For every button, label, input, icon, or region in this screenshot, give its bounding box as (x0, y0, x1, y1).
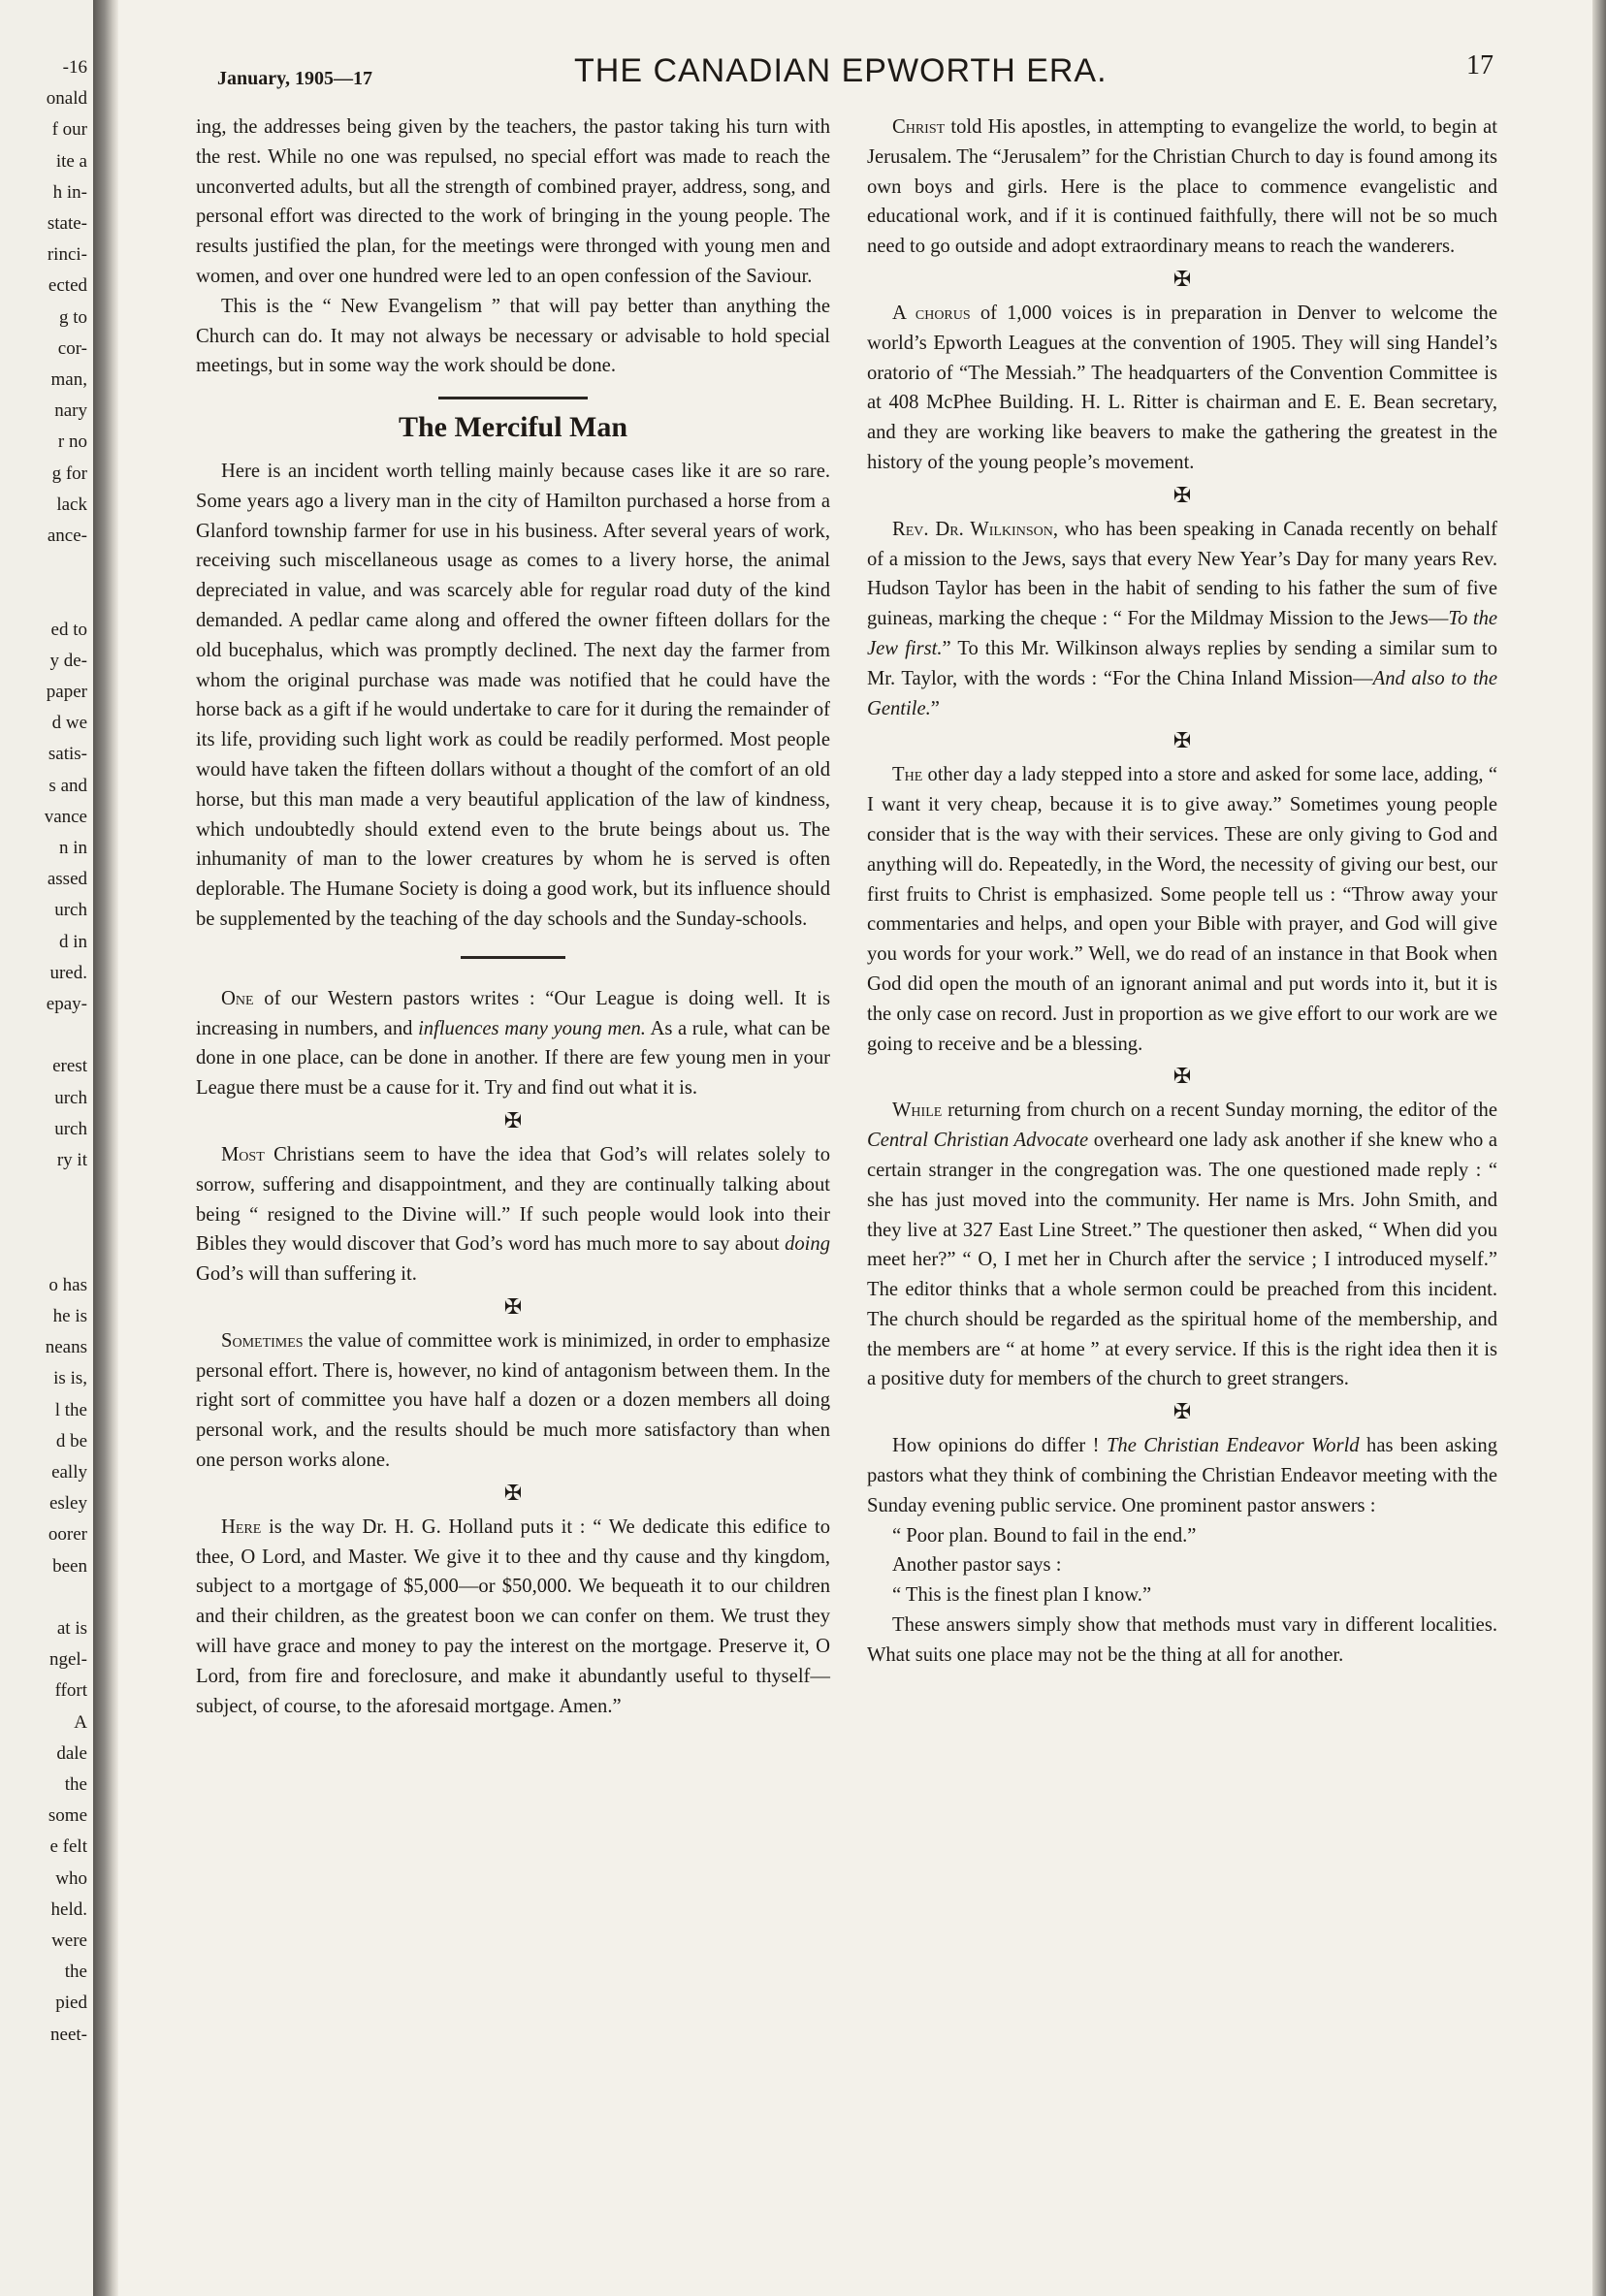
fragment-line: is is, (53, 1368, 87, 1389)
fragment-line: esley (48, 1493, 87, 1515)
running-header (194, 50, 1494, 93)
another-paragraph: Another pastor says : (892, 1554, 1062, 1577)
text-run: ” (930, 697, 940, 719)
fragment-line: onald (46, 88, 87, 110)
text-run: has been asking pastors what they think of combining the Christian Endeavor meeting with the Sunday evening public service. One prominent pastor answers : (867, 1435, 1497, 1516)
emphasis-text: To the Jew first. (867, 608, 1498, 659)
fragment-line: the (64, 1774, 87, 1795)
facing-page-fragment (0, 0, 93, 2296)
fragment-line: assed (47, 869, 87, 890)
fragment-line: ected (48, 275, 87, 297)
emphasis-text: The Christian Endeavor World (1106, 1435, 1360, 1457)
fragment-line: n in (58, 838, 87, 858)
fragment-line: erest (52, 1056, 87, 1077)
intro-paragraph: ing, the addresses being given by the teachers, the pastor taking his turn with the rest. While no one was repulsed, no special effort was made to reach the unconverted adults, but all the strength of combined prayer, address, song, and personal effort was directed to the work of bringing in the young people. The results justified the plan, for the meetings were thronged with young men and women, and over one hundred were led to an open confession of the Saviour. (196, 116, 830, 287)
page-edge-shadow (1592, 0, 1606, 2296)
lead-word: Here (221, 1515, 262, 1538)
fragment-line: nary (54, 400, 87, 422)
opinions-paragraph (867, 1431, 1497, 1520)
fragment-line: ry it (56, 1150, 87, 1170)
fragment-line: held. (50, 1898, 87, 1920)
holland-paragraph (196, 1513, 830, 1722)
text-run: is the way Dr. H. G. Holland puts it : “ We dedicate this edifice to thee, O Lord, and Master. We give it to thee and thy cause and thy kingdom, subject to a mortgage of $5,000—or $50,000. We bequeath it to our children and their children, as the greatest boon we can confer on them. We trust they will have grace and money to pay the interest on the mortgage. Preserve it, O Lord, from fire and foreclosure, and make it abundantly useful to thyself—subject, of course, to the aforesaid mortgage. Amen.” (196, 1515, 830, 1717)
header-date: January, 1905—17 (217, 68, 373, 89)
fragment-line: e felt (49, 1836, 87, 1858)
quote-paragraph: “ This is the finest plan I know.” (892, 1584, 1152, 1607)
fragment-line: at is (56, 1618, 87, 1639)
quote-paragraph: “ Poor plan. Bound to fail in the end.” (892, 1524, 1197, 1547)
lace-paragraph (867, 760, 1497, 1059)
emphasis-text: influences many young men. (418, 1017, 646, 1039)
fragment-line: d in (58, 931, 87, 952)
fragment-line: ite a (55, 150, 87, 172)
fragment-line: man, (50, 369, 87, 390)
lead-word: Rev. Dr. Wilkinson, (892, 518, 1058, 540)
fragment-line: y de- (49, 650, 87, 671)
lead-word: The (892, 764, 923, 786)
lead-word: Christ (892, 116, 946, 138)
fragment-line: were (51, 1930, 87, 1951)
committee-work-paragraph (196, 1326, 830, 1476)
fragment-line: urch (54, 1118, 87, 1139)
fragment-line: paper (46, 682, 87, 702)
section-rule (461, 956, 565, 959)
text-run: As a rule, what can be done in one place, can be done in another. If there are few young men in your League there must be a cause for it. Try and find out what it is. (196, 1017, 830, 1100)
fragment-line: d be (55, 1430, 87, 1451)
fragment-line: he is (52, 1306, 87, 1326)
fragment-line: ured. (49, 962, 87, 983)
text-run: returning from church on a recent Sunday morning, the editor of the (942, 1100, 1497, 1122)
fragment-line: state- (47, 213, 87, 234)
fragment-line: lack (56, 494, 87, 515)
emphasis-text: And also to the Gentile. (867, 667, 1497, 719)
fragment-line: A (74, 1711, 87, 1733)
lead-word: A chorus (892, 302, 971, 324)
fragment-line: rinci- (47, 244, 87, 266)
fragment-line: f our (51, 119, 87, 141)
book-spine-shadow (93, 0, 118, 2296)
text-run: How opinions do differ ! (892, 1435, 1107, 1457)
fragment-line: o has (48, 1274, 87, 1295)
cross-ornament-icon: ✠ (1172, 728, 1192, 753)
lead-word: While (892, 1100, 943, 1122)
fragment-line: neet- (50, 2024, 87, 2045)
fragment-line: ngel- (48, 1649, 87, 1671)
fragment-line: l the (54, 1399, 87, 1420)
fragment-line: dale (56, 1742, 87, 1764)
fragment-line: r no (57, 431, 87, 453)
cross-ornament-icon: ✠ (1172, 482, 1192, 507)
fragment-line: d we (51, 713, 87, 734)
fragment-line: pied (55, 1993, 87, 2014)
fragment-line: urch (54, 1087, 87, 1108)
lead-word: One (221, 987, 254, 1009)
wilkinson-paragraph (867, 515, 1497, 724)
lead-word: Sometimes (221, 1329, 304, 1352)
fragment-line: s and (48, 775, 87, 796)
fragment-line: -16 (62, 57, 87, 78)
emphasis-text: doing (785, 1233, 830, 1256)
text-run: other day a lady stepped into a store and asked for some lace, adding, “ I want it very cheap, because it is to give away.” Sometimes young people consider that is the way with their services. These are only giving to God and anything will do. Repeatedly, in the Word, the necessity of giving our best, our first fruits to Christ is emphasized. Some people tell us : “Throw away your commentaries and helps, and open your Bible with prayer, and God will give you words for your work.” Well, we do read of an instance in that Book when God did open the mouth of an ignorant animal and put words into it, but it is the only case on record. Just in proportion as we give effort to our work are we going to receive and be a blessing. (867, 764, 1497, 1055)
fragment-line: urch (54, 900, 87, 921)
fragment-line: satis- (48, 744, 87, 765)
text-run: of 1,000 voices is in preparation in Denver to welcome the world’s Epworth Leagues at the convention of 1905. They will sing Handel’s oratorio of “The Messiah.” The headquarters of the Convention Committee is at 408 McPhee Building. H. L. Ritter is chairman and E. E. Bean secretary, and they are working like beavers to make the gathering the greatest in the history of the young people’s movement. (867, 302, 1497, 473)
text-run: the value of committee work is minimized, in order to emphasize personal effort. There is, however, no kind of antagonism between them. In the right sort of committee you have half a dozen or a dozen members all doing personal work, and the results should be much more satisfactory than when one person works alone. (196, 1329, 830, 1472)
text-run: overheard one lady ask another if she knew who a certain stranger in the congregation was. The one questioned made reply : “ she has just moved into the community. Her name is Mrs. John Smith, and they live at 327 East Line Street.” The questioner then asked, “ When did you meet her?” “ O, I met her in Church after the service ; I introduced myself.” The editor thinks that a whole sermon could be preached from this incident. The church should be regarded as the spiritual home of the membership, and the members are “ at home ” at every service. If this is the right idea then it is a positive duty for members of the church to greet strangers. (867, 1130, 1497, 1390)
magazine-title: THE CANADIAN EPWORTH ERA. (574, 52, 1108, 89)
lead-word: Most (221, 1143, 265, 1165)
cross-ornament-icon: ✠ (503, 1293, 523, 1319)
fragment-line: vance (44, 806, 87, 827)
text-run: Christians seem to have the idea that God’s will relates solely to sorrow, suffering and disappointment, and they are continually talking about being “ resigned to the Divine will.” If such people would look into their Bibles they would discover that God’s word has much more to say about (196, 1143, 830, 1256)
fragment-line: eally (51, 1462, 87, 1483)
conclusion-paragraph: These answers simply show that methods must vary in different localities. What suits one place may not be the thing at all for another. (867, 1614, 1497, 1666)
fragment-line: ffort (54, 1680, 87, 1702)
fragment-line: who (55, 1867, 87, 1889)
cross-ornament-icon: ✠ (503, 1107, 523, 1132)
fragment-line: some (48, 1805, 87, 1827)
gods-will-paragraph (196, 1140, 830, 1290)
text-run: who has been speaking in Canada recently on behalf of a mission to the Jews, says that every New Year’s Day for many years Rev. Hudson Taylor has been in the habit of sending to his father the sum of five guineas, marking the cheque : “ For the Mildmay Mission to the Jews— (867, 518, 1497, 630)
fragment-line: g to (58, 306, 87, 328)
fragment-line: the (64, 1961, 87, 1983)
text-run: ” To this Mr. Wilkinson always replies by sending a similar sum to Mr. Taylor, with the words : “For the China Inland Mission— (867, 637, 1498, 689)
emphasis-text: Central Christian Advocate (867, 1130, 1089, 1152)
fragment-line: cor- (57, 337, 87, 359)
cross-ornament-icon: ✠ (1172, 1064, 1192, 1089)
fragment-line: ed to (50, 619, 87, 640)
text-run: told His apostles, in attempting to evangelize the world, to begin at Jerusalem. The “Jerusalem” for the Christian Church to day is found among its own boys and girls. Here is the place to commence evangelistic and educational work, and if it is continued faithfully, there will not be so much need to go outside and adopt extraordinary means to reach the wanderers. (867, 116, 1497, 258)
fragment-line: h in- (52, 181, 87, 203)
fragment-line: epay- (46, 994, 87, 1014)
fragment-line: oorer (48, 1524, 87, 1546)
section-rule (438, 397, 588, 399)
stranger-paragraph (867, 1096, 1497, 1394)
merciful-man-paragraph: Here is an incident worth telling mainly because cases like it are so rare. Some years ago a livery man in the city of Hamilton purchased a horse from a Glanford township farmer for use in his business. After several years of work, receiving such miscellaneous usage as comes to a livery horse, the animal depreciated in value, and was scarcely able for regular road duty of the kind demanded. A pedlar came along and offered the owner fifteen dollars for the old bucephalus, which was promptly declined. The next day the farmer from whom the original purchase was made was notified that he could have the horse back as a gift if he would undertake to care for it during the remainder of its life, providing such light work as could be readily performed. Most people would have taken the fifteen dollars without a thought of the comfort of an old horse, but this man made a very beautiful application of the law of kindness, which undoubtedly should extend even to the brute beings about us. The inhumanity of man to the lower creatures by whom he is served is often deplorable. The Humane Society is doing a good work, but its influence should be supplemented by the teaching of the day schools and the Sunday-schools. (196, 460, 830, 930)
right-column (867, 112, 1497, 1671)
fragment-line: been (52, 1555, 87, 1577)
christ-paragraph (867, 112, 1497, 262)
text-run: of our Western pastors writes : “Our League is doing well. It is increasing in numbers, and (196, 987, 830, 1039)
fragment-line: ance- (47, 526, 87, 546)
new-evangelism-paragraph: This is the “ New Evangelism ” that will pay better than anything the Church can do. It may not always be necessary or advisable to hold special meetings, but in some way the work should be done. (196, 295, 830, 377)
article-title: The Merciful Man (398, 411, 628, 444)
left-column (196, 112, 830, 1721)
fragment-line: neans (45, 1337, 87, 1358)
western-pastors-paragraph (196, 984, 830, 1103)
cross-ornament-icon: ✠ (503, 1480, 523, 1505)
page-number: 17 (1466, 50, 1494, 80)
cross-ornament-icon: ✠ (1172, 1399, 1192, 1424)
chorus-paragraph (867, 299, 1497, 478)
text-run: God’s will than suffering it. (196, 1263, 417, 1286)
fragment-line: g for (51, 462, 87, 484)
cross-ornament-icon: ✠ (1172, 266, 1192, 291)
